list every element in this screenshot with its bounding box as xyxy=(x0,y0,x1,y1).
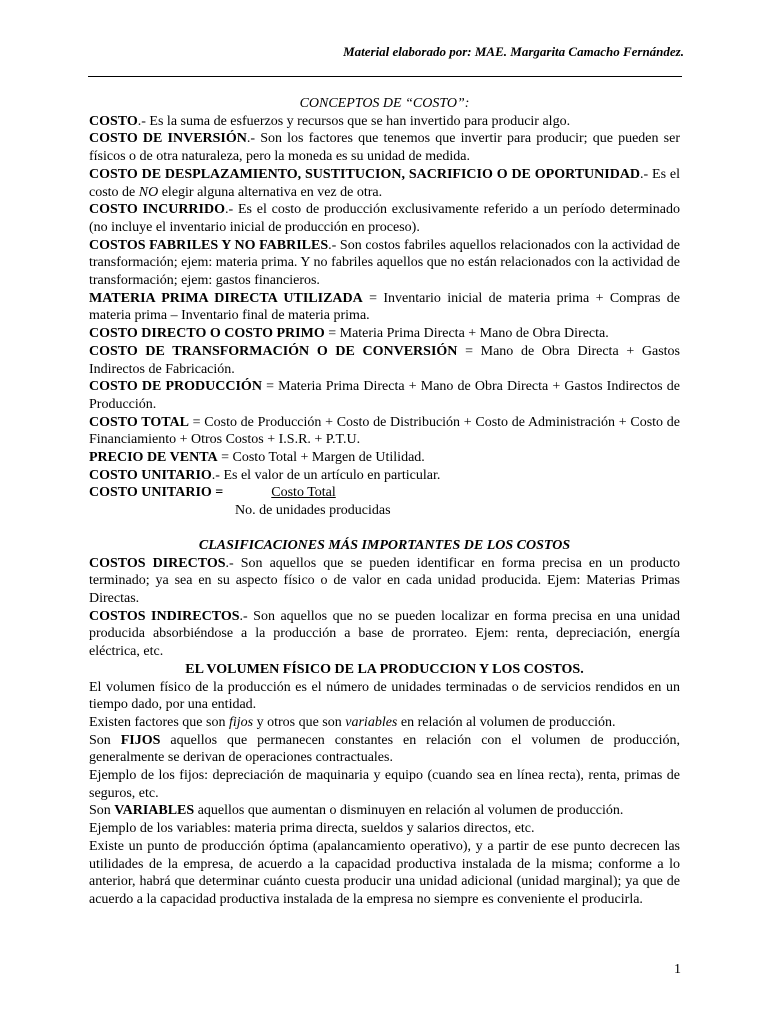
definition-costos-indirectos: COSTOS INDIRECTOS.- Son aquellos que no se pueden localizar en forma precisa en una unidad producida absorbiéndose a la producción a base de prorrateo. Ejem: renta, depreciación, energía eléctrica, etc. xyxy=(89,608,680,660)
definition-costos-directos: COSTOS DIRECTOS.- Son aquellos que se pueden identificar en forma precisa en un producto terminado; ya sea en su aspecto físico o de valor en cada unidad producida. Ejem: Materias Primas Directas. xyxy=(89,555,680,606)
definition-costo-unitario: COSTO UNITARIO.- Es el valor de un artículo en particular. xyxy=(89,467,441,483)
definition-precio-venta: PRECIO DE VENTA = Costo Total + Margen de Utilidad. xyxy=(89,450,425,466)
section-title-conceptos: CONCEPTOS DE “COSTO”: xyxy=(299,96,470,111)
page-header: Material elaborado por: MAE. Margarita Camacho Fernández. xyxy=(343,44,684,59)
definition-costo-oportunidad: COSTO DE DESPLAZAMIENTO, SUSTITUCION, SACRIFICIO O DE OPORTUNIDAD.- Es el costo de NO elegir alguna alternativa en vez de otra. xyxy=(89,166,681,200)
definition-costos-fabriles: COSTOS FABRILES Y NO FABRILES.- Son costos fabriles aquellos relacionados con la actividad de transformación; ejem: materia prima. Y no fabriles aquellos que no están relacionados con la actividad de transformación; ejem: gastos financieros. xyxy=(89,237,680,289)
paragraph-factores: Existen factores que son fijos y otros que son variables en relación al volumen de producción. xyxy=(89,714,616,730)
definition-costo-inversion: COSTO DE INVERSIÓN.- Son los factores que tenemos que invertir para producir; que pueden ser físicos o de otra naturaleza, pero la moneda es su unidad de medida. xyxy=(89,131,680,165)
formula-label: COSTO UNITARIO = xyxy=(89,485,224,501)
paragraph-produccion-optima: Existe un punto de producción óptima (apalancamiento operativo), y a partir de ese punto decrecen las utilidades de la empresa, de acuerdo a la capacidad productiva instalada de la misma; conforme a lo anterior, habrá que determinar cuánto cuesta producir una unidad adicional (unidad marginal); ya que de acuerdo a la capacidad productiva instalada de la empresa no siempre es conveniente el producirla. xyxy=(89,838,680,907)
definition-costo-transformacion: COSTO DE TRANSFORMACIÓN O DE CONVERSIÓN = Mano de Obra Directa + Gastos Indirectos de Fabricación. xyxy=(89,343,680,377)
section-title-clasificaciones: CLASIFICACIONES MÁS IMPORTANTES DE LOS COSTOS xyxy=(198,537,571,553)
definition-materia-prima: MATERIA PRIMA DIRECTA UTILIZADA = Inventario inicial de materia prima + Compras de materia prima – Inventario final de materia prima. xyxy=(89,290,681,324)
page-number: 1 xyxy=(674,962,681,977)
paragraph-volumen-fisico: El volumen físico de la producción es el número de unidades terminadas o de servicios rendidos en un tiempo dado, por una entidad. xyxy=(89,679,680,713)
formula-denominator: No. de unidades producidas xyxy=(235,503,391,519)
definition-costo: COSTO.- Es la suma de esfuerzos y recursos que se han invertido para producir algo. xyxy=(89,113,571,129)
paragraph-fijos: Son FIJOS aquellos que permanecen constantes en relación con el volumen de producción, generalmente se derivan de operaciones contractuales. xyxy=(89,732,681,766)
definition-costo-incurrido: COSTO INCURRIDO.- Es el costo de producción exclusivamente referido a un período determinado (no incluye el inventario inicial de producción en proceso). xyxy=(89,202,680,235)
paragraph-ejemplo-variables: Ejemplo de los variables: materia prima directa, sueldos y salarios directos, etc. xyxy=(89,821,535,837)
document-body xyxy=(89,95,680,909)
formula-numerator: Costo Total xyxy=(271,485,336,501)
paragraph-ejemplo-fijos: Ejemplo de los fijos: depreciación de maquinaria y equipo (cuando sea en línea recta), renta, primas de seguros, etc. xyxy=(89,768,680,801)
definition-costo-produccion: COSTO DE PRODUCCIÓN = Materia Prima Directa + Mano de Obra Directa + Gastos Indirectos de Producción. xyxy=(89,379,680,412)
definition-costo-total: COSTO TOTAL = Costo de Producción + Costo de Distribución + Costo de Administración + Costo de Financiamiento + Otros Costos + I.S.R. + P.T.U. xyxy=(89,414,680,448)
paragraph-variables: Son VARIABLES aquellos que aumentan o disminuyen en relación al volumen de producción. xyxy=(89,803,624,819)
section-title-volumen: EL VOLUMEN FÍSICO DE LA PRODUCCION Y LOS COSTOS. xyxy=(185,661,584,677)
header-rule xyxy=(88,76,682,77)
definition-costo-primo: COSTO DIRECTO O COSTO PRIMO = Materia Prima Directa + Mano de Obra Directa. xyxy=(89,326,609,342)
formula-costo-unitario xyxy=(89,484,680,519)
